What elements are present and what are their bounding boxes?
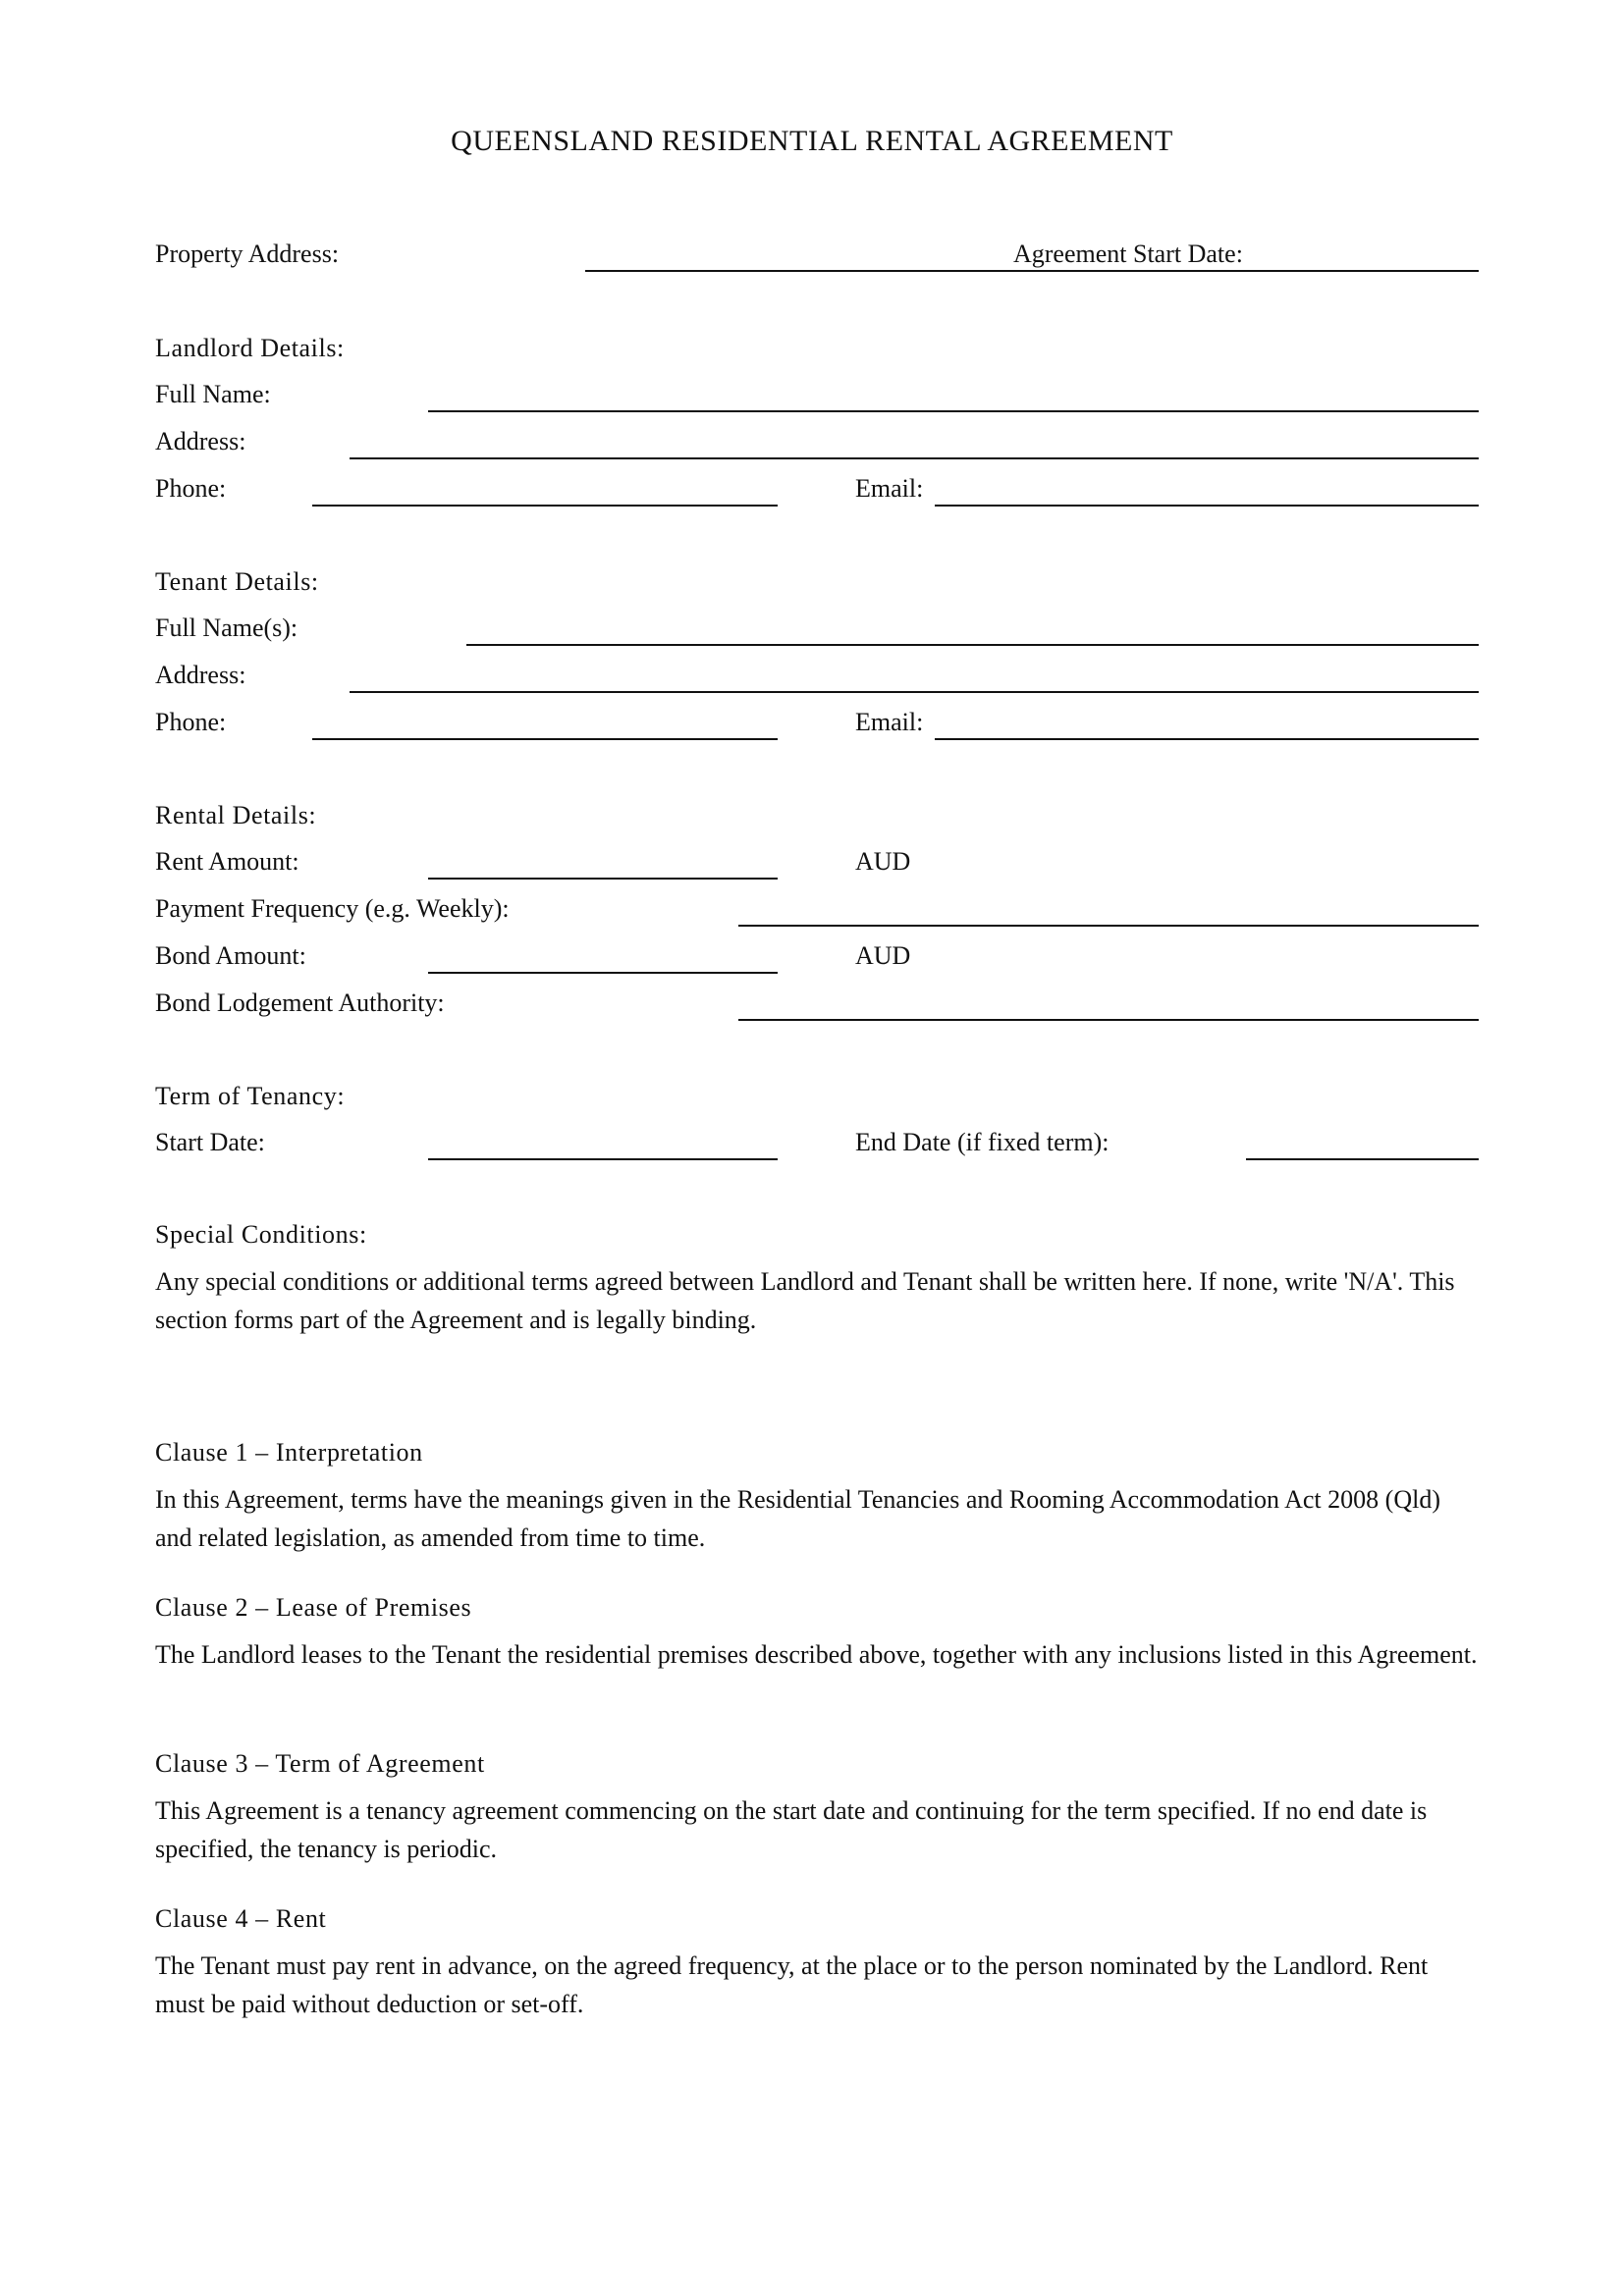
tenant-address-label: Address:	[155, 661, 246, 689]
term-end-date-label: End Date (if fixed term):	[855, 1128, 1110, 1156]
tenant-address-field[interactable]	[350, 691, 1479, 693]
tenant-full-name-field[interactable]	[466, 644, 1479, 646]
clause-3-text: This Agreement is a tenancy agreement commencing on the start date and continuing for the term specified. If no end date is specified, the tenancy is periodic.	[155, 1796, 1428, 1863]
document-title: QUEENSLAND RESIDENTIAL RENTAL AGREEMENT	[451, 125, 1173, 157]
property-address-field[interactable]	[585, 270, 1479, 272]
clause-1-heading: Clause 1 – Interpretation	[155, 1438, 423, 1467]
tenant-email-field[interactable]	[935, 738, 1479, 740]
bond-currency-label: AUD	[855, 941, 911, 970]
clause-1-text: In this Agreement, terms have the meanings given in the Residential Tenancies and Rooming Accommodation Act 2008 (Qld) and related legislation, as amended from time to time.	[155, 1485, 1440, 1552]
agreement-start-date-label: Agreement Start Date:	[1013, 240, 1243, 268]
bond-lodgement-authority-field[interactable]	[738, 1019, 1479, 1021]
landlord-details-heading: Landlord Details:	[155, 334, 345, 362]
property-address-label: Property Address:	[155, 240, 340, 268]
clause-3-heading: Clause 3 – Term of Agreement	[155, 1749, 485, 1778]
rent-amount-field[interactable]	[428, 878, 778, 880]
clause-4-text: The Tenant must pay rent in advance, on the agreed frequency, at the place or to the person nominated by the Landlord. Rent must be paid without deduction or set-off.	[155, 1951, 1429, 2018]
rent-currency-label: AUD	[855, 847, 911, 876]
bond-amount-field[interactable]	[428, 972, 778, 974]
landlord-email-field[interactable]	[935, 505, 1479, 507]
term-start-date-field[interactable]	[428, 1158, 778, 1160]
tenant-phone-label: Phone:	[155, 708, 227, 736]
special-conditions-heading: Special Conditions:	[155, 1220, 367, 1249]
rental-details-heading: Rental Details:	[155, 801, 317, 829]
bond-amount-label: Bond Amount:	[155, 941, 306, 970]
payment-frequency-label: Payment Frequency (e.g. Weekly):	[155, 894, 510, 923]
clause-4-heading: Clause 4 – Rent	[155, 1904, 327, 1933]
landlord-address-label: Address:	[155, 427, 246, 455]
clause-2-heading: Clause 2 – Lease of Premises	[155, 1593, 472, 1622]
bond-lodgement-authority-label: Bond Lodgement Authority:	[155, 988, 445, 1017]
landlord-full-name-label: Full Name:	[155, 380, 271, 408]
tenant-phone-field[interactable]	[312, 738, 778, 740]
rent-amount-label: Rent Amount:	[155, 847, 299, 876]
term-start-date-label: Start Date:	[155, 1128, 265, 1156]
tenant-details-heading: Tenant Details:	[155, 567, 319, 596]
special-conditions-text: Any special conditions or additional terms agreed between Landlord and Tenant shall be written here. If none, write 'N/A'. This section forms part of the Agreement and is legally binding.	[155, 1267, 1455, 1334]
tenant-email-label: Email:	[855, 708, 924, 736]
tenant-full-name-label: Full Name(s):	[155, 614, 298, 642]
landlord-phone-field[interactable]	[312, 505, 778, 507]
landlord-phone-label: Phone:	[155, 474, 227, 503]
payment-frequency-field[interactable]	[738, 925, 1479, 927]
clause-2-text: The Landlord leases to the Tenant the residential premises described above, together with any inclusions listed in this Agreement.	[155, 1640, 1478, 1669]
landlord-address-field[interactable]	[350, 457, 1479, 459]
term-of-tenancy-heading: Term of Tenancy:	[155, 1082, 346, 1110]
landlord-full-name-field[interactable]	[428, 410, 1479, 412]
term-end-date-field[interactable]	[1246, 1158, 1479, 1160]
landlord-email-label: Email:	[855, 474, 924, 503]
